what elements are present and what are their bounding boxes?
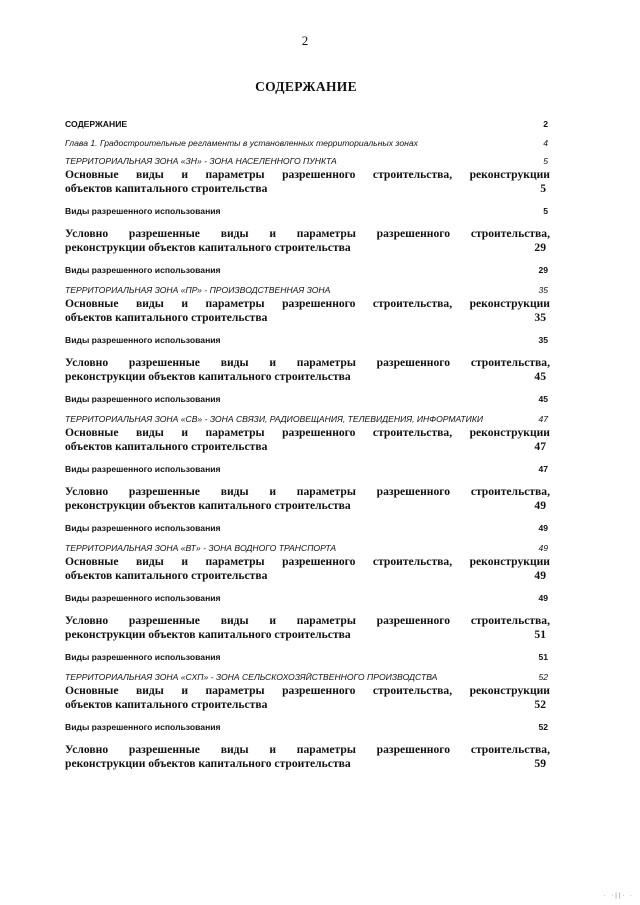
toc-page-number: 35 [538,335,548,345]
toc-entry-text: Условно разрешенные виды и параметры разрешенного строительства, [65,227,550,240]
toc-entry-section [65,614,552,642]
toc-entry-text-line2: реконструкции объектов капитального строительства [65,241,351,254]
toc-entry-zone [65,542,552,555]
toc-entry-sub [65,721,552,734]
toc-entry-section [65,168,552,196]
toc-entry-text-line2: объектов капитального строительства [65,311,268,324]
toc-page-number: 47 [538,464,548,474]
toc-entry-zone [65,284,552,297]
toc-page-number: 51 [538,652,548,662]
toc-entry-text: Условно разрешенные виды и параметры разрешенного строительства, [65,356,550,369]
toc-entry-text-line2: объектов капитального строительства [65,698,268,711]
toc-entry-sub [65,463,552,476]
toc-entry-text: Виды разрешенного использования [65,206,221,216]
toc-entry-section [65,227,552,255]
toc-entry-chapter [65,137,552,150]
toc-entry-text: СОДЕРЖАНИЕ [65,119,128,129]
toc-page-number: 47 [538,414,548,424]
page-title: СОДЕРЖАНИЕ [255,79,357,94]
toc-entry-text: ТЕРРИТОРИАЛЬНАЯ ЗОНА «ВТ» - ЗОНА ВОДНОГО ТРАНСПОРТА [65,543,337,553]
toc-page-number: 35 [534,311,546,324]
table-of-contents [65,118,552,771]
toc-page-number: 4 [543,138,548,148]
toc-entry-text: Основные виды и параметры разрешенного строительства, реконструкции [65,426,550,439]
toc-entry-text: ТЕРРИТОРИАЛЬНАЯ ЗОНА «ЗН» - ЗОНА НАСЕЛЕННОГО ПУНКТА [65,156,337,166]
toc-entry-text: Основные виды и параметры разрешенного строительства, реконструкции [65,684,550,697]
scan-mark: · ·||· · [603,893,634,899]
toc-entry-text-line2: реконструкции объектов капитального строительства [65,370,351,383]
toc-entry-section [65,743,552,771]
toc-entry-text-line2: объектов капитального строительства [65,440,268,453]
toc-entry-text: Виды разрешенного использования [65,394,221,404]
toc-page-number: 29 [534,241,546,254]
toc-page-number: 49 [538,593,548,603]
toc-entry-text-line2: реконструкции объектов капитального строительства [65,499,351,512]
toc-entry-sub [65,651,552,664]
toc-entry-section [65,485,552,513]
toc-page-number: 49 [538,523,548,533]
toc-page-number: 2 [543,119,548,129]
toc-page-number: 5 [543,206,548,216]
toc-entry-text-line2: объектов капитального строительства [65,182,268,195]
toc-entry-text: Виды разрешенного использования [65,523,221,533]
toc-entry-text: Условно разрешенные виды и параметры разрешенного строительства, [65,485,550,498]
toc-entry-text: Виды разрешенного использования [65,335,221,345]
toc-page-number: 5 [543,156,548,166]
toc-entry-text: Глава 1. Градостроительные регламенты в установленных территориальных зонах [65,138,418,148]
toc-entry-text: Виды разрешенного использования [65,265,221,275]
toc-entry-text: Виды разрешенного использования [65,722,221,732]
toc-entry-text-line2: реконструкции объектов капитального строительства [65,628,351,641]
toc-page-number: 49 [534,499,546,512]
toc-entry-section [65,356,552,384]
toc-entry-section [65,426,552,454]
toc-entry-sub [65,393,552,406]
toc-entry-text: Условно разрешенные виды и параметры разрешенного строительства, [65,743,550,756]
toc-entry-sub [65,592,552,605]
toc-page-number: 29 [538,265,548,275]
toc-entry-section [65,684,552,712]
toc-page-number: 52 [534,698,546,711]
page-number: 2 [301,33,309,48]
toc-entry-sub [65,264,552,277]
toc-page-number: 5 [540,182,546,195]
toc-entry-text-line2: объектов капитального строительства [65,569,268,582]
toc-entry-text: ТЕРРИТОРИАЛЬНАЯ ЗОНА «СВ» - ЗОНА СВЯЗИ, РАДИОВЕЩАНИЯ, ТЕЛЕВИДЕНИЯ, ИНФОРМАТИКИ [65,414,484,424]
toc-entry-text: Виды разрешенного использования [65,464,221,474]
toc-entry-section [65,555,552,583]
toc-page-number: 45 [534,370,546,383]
toc-entry-text: Основные виды и параметры разрешенного строительства, реконструкции [65,555,550,568]
toc-entry-text: Условно разрешенные виды и параметры разрешенного строительства, [65,614,550,627]
toc-entry-section [65,297,552,325]
toc-entry-zone [65,413,552,426]
toc-page-number: 52 [538,672,548,682]
toc-entry-main [65,118,552,131]
toc-page-number: 49 [538,543,548,553]
toc-entry-text-line2: реконструкции объектов капитального строительства [65,757,351,770]
toc-entry-zone [65,155,552,168]
toc-entry-text: ТЕРРИТОРИАЛЬНАЯ ЗОНА «ПР» - ПРОИЗВОДСТВЕННАЯ ЗОНА [65,285,331,295]
toc-entry-text: Виды разрешенного использования [65,652,221,662]
toc-page-number: 51 [534,628,546,641]
toc-entry-text: Основные виды и параметры разрешенного строительства, реконструкции [65,168,550,181]
toc-entry-sub [65,334,552,347]
toc-page-number: 59 [534,757,546,770]
toc-entry-sub [65,205,552,218]
toc-entry-text: ТЕРРИТОРИАЛЬНАЯ ЗОНА «СХП» - ЗОНА СЕЛЬСКОХОЗЯЙСТВЕННОГО ПРОИЗВОДСТВА [65,672,438,682]
toc-page-number: 49 [534,569,546,582]
toc-entry-text: Основные виды и параметры разрешенного строительства, реконструкции [65,297,550,310]
toc-entry-text: Виды разрешенного использования [65,593,221,603]
toc-page-number: 47 [534,440,546,453]
toc-entry-zone [65,671,552,684]
toc-page-number: 45 [538,394,548,404]
toc-page-number: 52 [538,722,548,732]
toc-page-number: 35 [538,285,548,295]
toc-entry-sub [65,522,552,535]
